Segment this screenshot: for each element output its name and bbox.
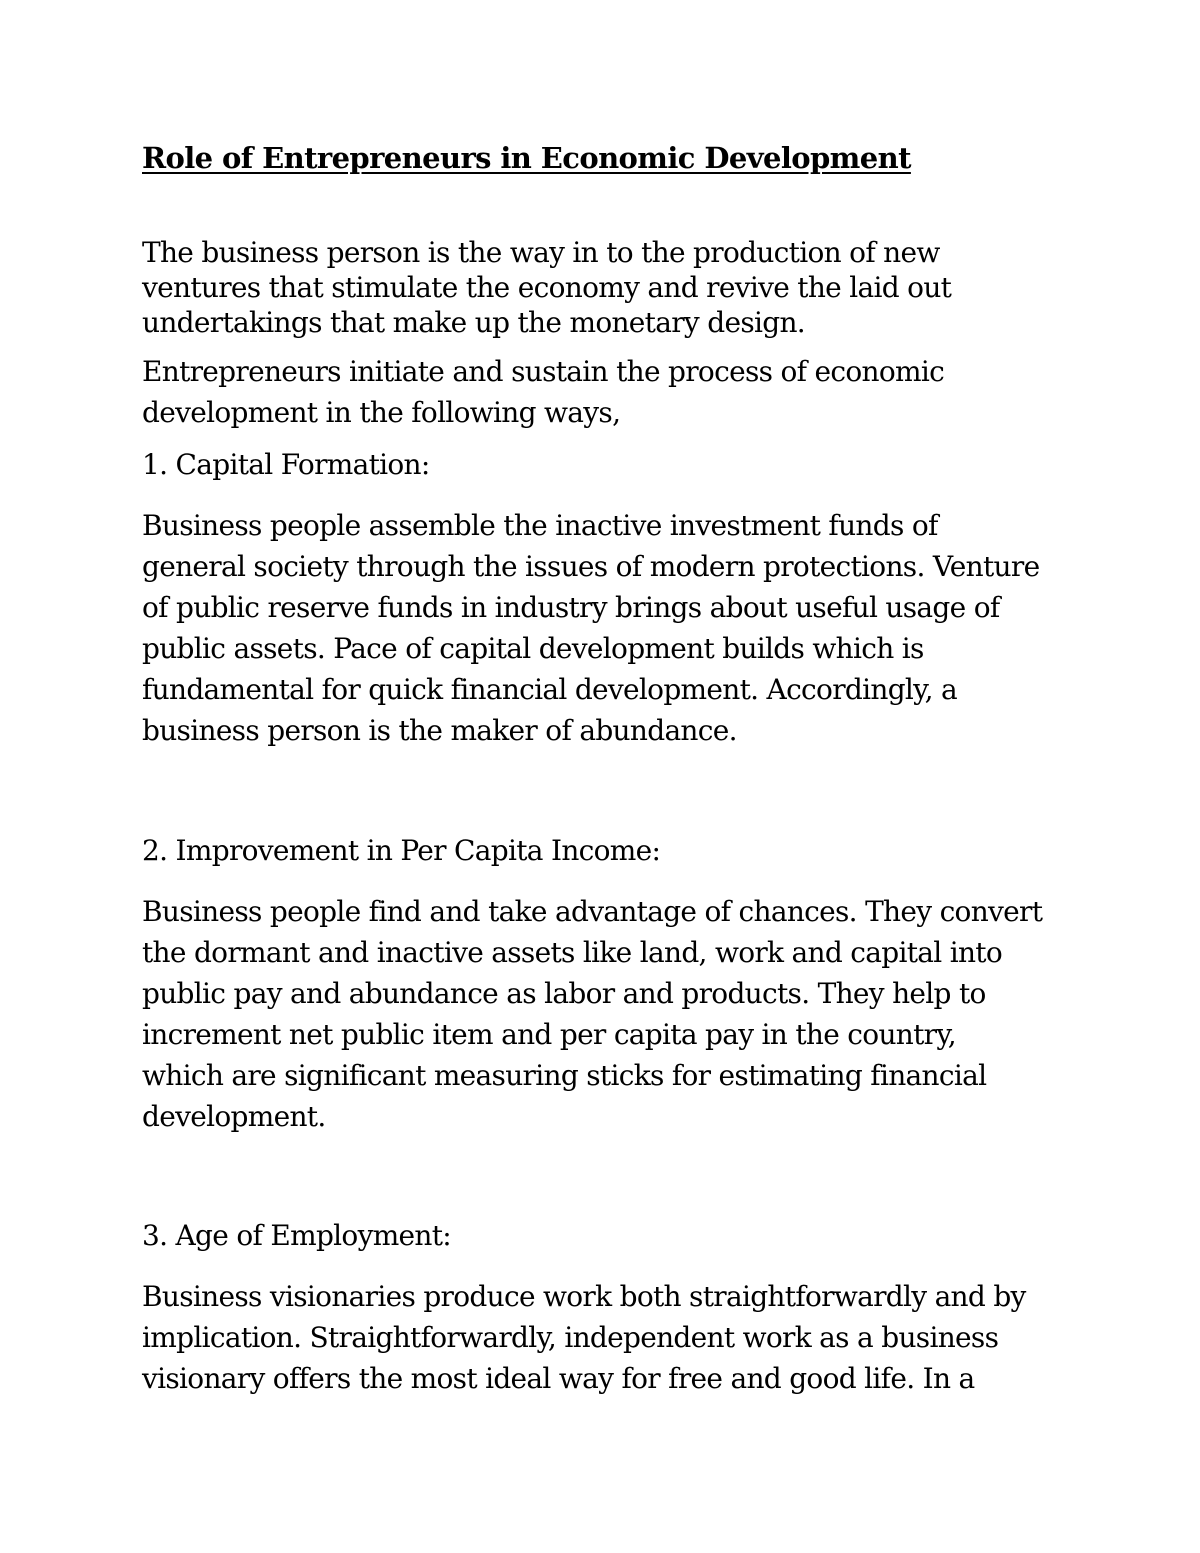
intro-paragraph-2 [142, 351, 1062, 433]
text-line: ventures that stimulate the economy and revive the laid out [142, 271, 952, 304]
text-line: business person is the maker of abundance. [142, 714, 737, 747]
text-line: visionary offers the most ideal way for free and good life. In a [142, 1362, 975, 1395]
text-line: public pay and abundance as labor and products. They help to [142, 977, 986, 1010]
section-body-per-capita-income [142, 891, 1062, 1137]
text-line: Entrepreneurs initiate and sustain the process of economic [142, 355, 945, 388]
text-line: general society through the issues of modern protections. Venture [142, 550, 1040, 583]
document-title: Role of Entrepreneurs in Economic Development [142, 141, 911, 175]
text-line: Business people assemble the inactive investment funds of [142, 509, 938, 542]
section-body-capital-formation [142, 505, 1062, 751]
intro-paragraph [142, 235, 1062, 340]
text-line: development in the following ways, [142, 396, 621, 429]
text-line: implication. Straightforwardly, independent work as a business [142, 1321, 999, 1354]
text-line: Business visionaries produce work both straightforwardly and by [142, 1280, 1026, 1313]
text-line: public assets. Pace of capital development builds which is [142, 632, 924, 665]
section-heading-employment: 3. Age of Employment: [142, 1219, 452, 1252]
text-line: The business person is the way in to the production of new [142, 236, 940, 269]
text-line: which are significant measuring sticks for estimating financial [142, 1059, 987, 1092]
text-line: development. [142, 1100, 326, 1133]
text-line: increment net public item and per capita pay in the country, [142, 1018, 956, 1051]
text-line: fundamental for quick financial development. Accordingly, a [142, 673, 957, 706]
text-line: undertakings that make up the monetary design. [142, 306, 806, 339]
section-heading-capital-formation: 1. Capital Formation: [142, 448, 430, 481]
section-body-employment [142, 1276, 1062, 1399]
text-line: of public reserve funds in industry brings about useful usage of [142, 591, 1000, 624]
document-body [142, 138, 1062, 1399]
text-line: Business people find and take advantage of chances. They convert [142, 895, 1043, 928]
section-heading-per-capita-income: 2. Improvement in Per Capita Income: [142, 834, 661, 867]
text-line: the dormant and inactive assets like land, work and capital into [142, 936, 1003, 969]
